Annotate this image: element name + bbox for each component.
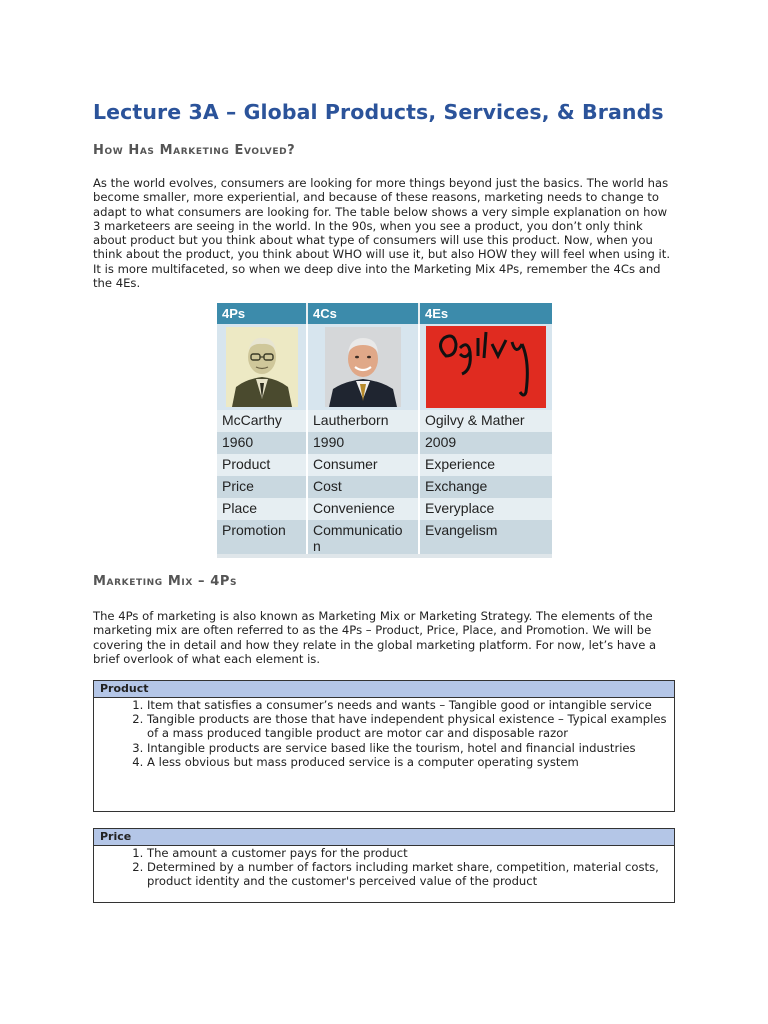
cell-everyplace: Everyplace xyxy=(419,498,552,520)
cell-evangelism: Evangelism xyxy=(419,520,552,554)
header-4ps: 4Ps xyxy=(217,303,307,324)
cell-experience: Experience xyxy=(419,454,552,476)
product-box-label: Product xyxy=(94,681,674,698)
ogilvy-logo xyxy=(419,324,552,410)
cell-communication: Communicatio n xyxy=(307,520,419,554)
marketing-mix-paragraph: The 4Ps of marketing is also known as Marketing Mix or Marketing Strategy. The elements of the marketing mix are often referred to as the 4Ps – Product, Price, Place, and Promotion. We will be covering the in detail and how they relate in the global marketing platform. For now, let’s have a brief overlook of what each element is. xyxy=(93,609,657,666)
section-heading-marketing-mix: Marketing Mix – 4Ps xyxy=(93,574,238,589)
cell-place: Place xyxy=(217,498,307,520)
list-item: 2. Determined by a number of factors including market share, competition, material costs, product identity and the customer's perceived value of the product xyxy=(147,860,674,888)
price-list xyxy=(94,846,674,889)
list-item: 1. Item that satisfies a consumer’s needs and wants – Tangible good or intangible service xyxy=(147,698,674,712)
portrait-lautherborn xyxy=(307,324,419,410)
cell-price: Price xyxy=(217,476,307,498)
cell-year-4cs: 1990 xyxy=(307,432,419,454)
cell-product: Product xyxy=(217,454,307,476)
cell-year-4ps: 1960 xyxy=(217,432,307,454)
cell-cost: Cost xyxy=(307,476,419,498)
cell-convenience: Convenience xyxy=(307,498,419,520)
list-item: 2. Tangible products are those that have independent physical existence – Typical examples of a mass produced tangible product are motor car and disposable razor xyxy=(147,712,674,740)
list-item: 3. Intangible products are service based like the tourism, hotel and financial industries xyxy=(147,741,674,755)
product-list xyxy=(94,698,674,769)
cell-name-4ps: McCarthy xyxy=(217,410,307,432)
portrait-mccarthy xyxy=(217,324,307,410)
header-4cs: 4Cs xyxy=(307,303,419,324)
price-box xyxy=(93,828,675,903)
product-box xyxy=(93,680,675,812)
header-4es: 4Es xyxy=(419,303,552,324)
cell-promotion: Promotion xyxy=(217,520,307,554)
cell-exchange: Exchange xyxy=(419,476,552,498)
list-item: 4. A less obvious but mass produced service is a computer operating system xyxy=(147,755,674,769)
cell-name-4es: Ogilvy & Mather xyxy=(419,410,552,432)
price-box-label: Price xyxy=(94,829,674,846)
cell-consumer: Consumer xyxy=(307,454,419,476)
comparison-table xyxy=(217,303,552,558)
cell-year-4es: 2009 xyxy=(419,432,552,454)
section-heading-evolution: How Has Marketing Evolved? xyxy=(93,143,296,158)
page-title: Lecture 3A – Global Products, Services, & Brands xyxy=(93,100,664,124)
list-item: 1. The amount a customer pays for the product xyxy=(147,846,674,860)
intro-paragraph: As the world evolves, consumers are looking for more things beyond just the basics. The world has become smaller, more experiential, and because of these reasons, marketing needs to change to adapt to what consumers are looking for. The table below shows a very simple explanation on how 3 marketeers are seeing in the world. In the 90s, when you see a product, you don’t only think about product but you think about what type of consumers will use this product. Now, when you think about the product, you think about WHO will use it, but also HOW they will feel when using it. It is more multifaceted, so when we deep dive into the Marketing Mix 4Ps, remember the 4Cs and the 4Es. xyxy=(93,176,671,291)
cell-name-4cs: Lautherborn xyxy=(307,410,419,432)
